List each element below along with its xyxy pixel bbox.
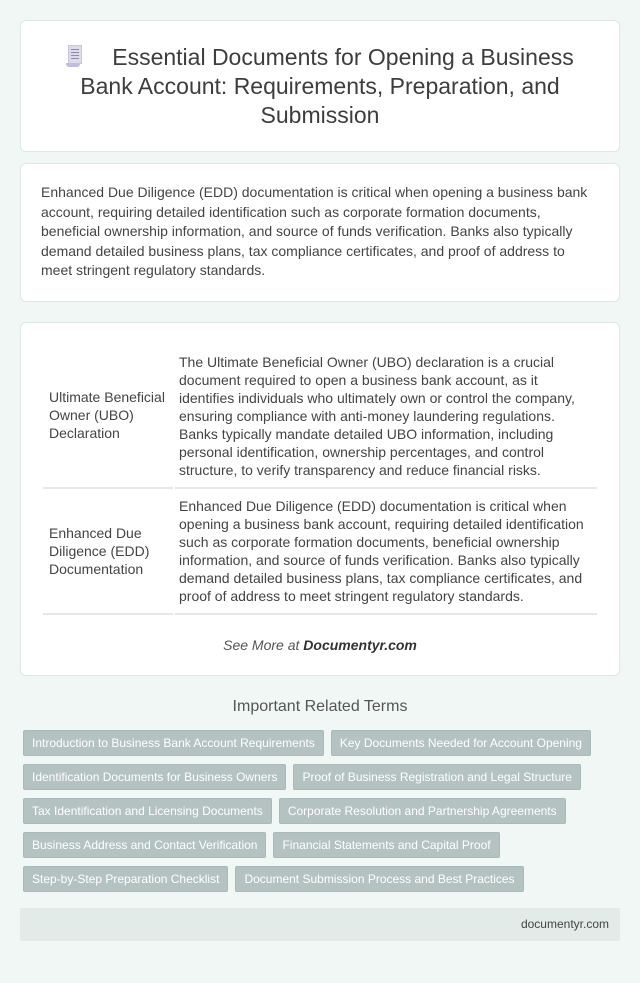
page-title — [65, 43, 575, 130]
related-terms-title: Important Related Terms — [232, 697, 408, 715]
description-cell: Enhanced Due Diligence (EDD) documentation is critical when opening a business bank account, requiring detailed identification such as corporate formation documents, beneficial ownership information, and source of funds verification. Banks also typically demand detailed business plans, tax compliance certificates, and proof of address to meet stringent regulatory standards. — [175, 489, 597, 615]
footer-site-link[interactable]: documentyr.com — [520, 917, 609, 931]
related-term-tag[interactable]: Key Documents Needed for Account Opening — [331, 730, 591, 756]
term-cell: Ultimate Beneficial Owner (UBO) Declaration — [43, 343, 173, 489]
term-cell: Enhanced Due Diligence (EDD) Documentation — [43, 489, 173, 615]
table-row — [43, 489, 597, 615]
summary-card — [20, 163, 620, 302]
see-more — [41, 637, 599, 653]
receipt-document-icon — [66, 45, 84, 67]
related-term-tag[interactable]: Business Address and Contact Verification — [23, 832, 266, 858]
see-more-prefix: See More at — [223, 636, 304, 653]
table-row — [43, 343, 597, 489]
title-card — [20, 20, 620, 152]
related-term-tag[interactable]: Introduction to Business Bank Account Requirements — [23, 730, 324, 756]
related-term-tag[interactable]: Step-by-Step Preparation Checklist — [23, 866, 228, 892]
see-more-link[interactable]: Documentyr.com — [303, 636, 417, 653]
related-term-tag[interactable]: Identification Documents for Business Owners — [23, 764, 286, 790]
page-title-text: Essential Documents for Opening a Business Bank Account: Requirements, Preparation, and Submission — [80, 43, 574, 128]
related-term-tag[interactable]: Corporate Resolution and Partnership Agreements — [279, 798, 566, 824]
related-term-tag[interactable]: Document Submission Process and Best Practices — [235, 866, 523, 892]
description-cell: The Ultimate Beneficial Owner (UBO) declaration is a crucial document required to open a business bank account, as it identifies individuals who ultimately own or control the company, ensuring compliance with anti-money laundering regulations. Banks typically mandate detailed UBO information, including personal identification, ownership percentages, and control structure, to verify transparency and reduce financial risks. — [175, 343, 597, 489]
footer — [20, 908, 620, 941]
summary-text: Enhanced Due Diligence (EDD) documentation is critical when opening a business bank account, requiring detailed identification such as corporate formation documents, beneficial ownership information, and source of funds verification. Banks also typically demand detailed business plans, tax compliance certificates, and proof of address to meet stringent regulatory standards. — [41, 184, 588, 278]
related-term-tag[interactable]: Tax Identification and Licensing Documents — [23, 798, 272, 824]
related-term-tag[interactable]: Financial Statements and Capital Proof — [273, 832, 499, 858]
related-term-tag[interactable]: Proof of Business Registration and Legal Structure — [293, 764, 580, 790]
terms-table-card — [20, 322, 620, 676]
terms-table — [41, 343, 599, 615]
related-terms-list — [20, 730, 620, 892]
